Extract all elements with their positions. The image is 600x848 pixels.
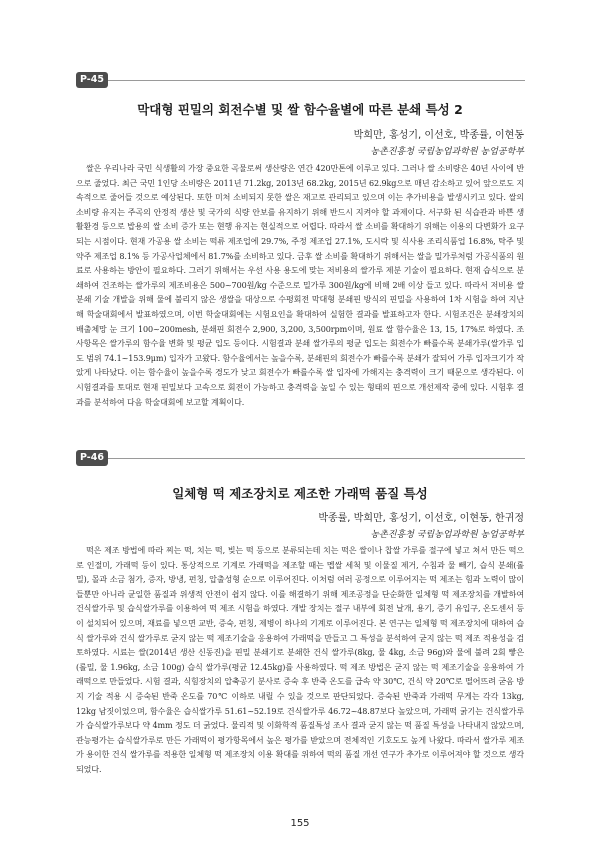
abstract-title: 일체형 떡 제조장치로 제조한 가래떡 품질 특성 xyxy=(172,486,428,501)
page-number: 155 xyxy=(290,818,310,829)
abstract-code-badge: P-46 xyxy=(76,450,108,466)
abstract-title: 막대형 핀밀의 회전수별 및 쌀 함수율별에 따른 분쇄 특성 2 xyxy=(137,102,463,117)
abstract-affiliation: 농촌진흥청 국립농업과학원 농업공학부 xyxy=(370,147,524,157)
abstract-body: 떡은 제조 방법에 따라 찌는 떡, 치는 떡, 빚는 떡 등으로 분류되는데 치는 떡은 쌀이나 찹쌀 가루를 절구에 넣고 쳐서 만든 떡으로 인절미, 가래떡 등이 있다. 통상적으로 기계로 가래떡을 제조할 때는 멥쌀 세척 및 이물질 제거, 수침과 물 빼기, 습식 분쇄(롤밀), 몰과 소금 첨가, 증자, 방냉, 펀칭, 압출성형 순으로 이루어진다. 이처럼 여러 공정으로 이루어지는 떡 제조는 힘과 노력이 많이 들뿐만 아니라 균일한 품질과 위생적 안전이 쉽지 않다. 이를 해결하기 위해 제조공정을 단순화한 일체형 떡 제조장치를 개발하여 건식쌀가루 및 습식쌀가루를 이용하여 떡 제조 시험을 하였다. 개발 장치는 절구 내부에 회전 날개, 용기, 증기 유입구, 온도센서 등이 설치되어 있으며, 재료를 넣으면 교반, 증숙, 펀칭, 제병이 하나의 기계로 이루어진다. 본 연구는 일체형 떡 제조장치에 대하여 습식 쌀가루와 건식 쌀가루로 굳지 않는 떡 제조기술을 응용하여 가래떡을 만들고 그 특성을 분석하여 굳지 않는 떡 제조 적용성을 검토하였다. 시료는 쌀(2014년 생산 신동진)을 핀밀 분쇄기로 분쇄한 건식 쌀가루(8kg, 물 4kg, 소금 96g)와 물에 불려 2회 빻은(롤밀, 물 1.96kg, 소금 100g) 습식 쌀가루(평균 12.45kg)를 사용하였다. 떡 제조 방법은 굳지 않는 떡 제조기술을 응용하여 가래떡으로 만들었다. 시험 결과, 식힘장치의 압축공기 분사로 증숙 후 반죽 온도를 급속 약 30℃, 건식 약 20℃로 떨어뜨려 굳음 방지 기술 적용 시 증숙된 반죽 온도를 70℃ 이하로 내릴 수 있을 것으로 판단되었다. 증숙된 반죽과 가래떡 무게는 각각 13kg, 12kg 남짓이었으며, 함수율은 습식쌀가루 51.61~52.19로 건식쌀가루 46.72~48.87보다 높았으며, 가래떡 굵기는 건식쌀가루가 습식쌀가루보다 약 4mm 정도 더 굵었다. 물리적 및 이화학적 품질특성 조사 결과 굳지 않는 떡 품질 특성을 나타내지 않았으며, 관능평가는 습식쌀가루로 만든 가래떡이 평가항목에서 높은 평가를 받았으며 전체적인 기호도도 높게 나왔다. 따라서 쌀가루 제조가 용이한 건식 쌀가루를 적용한 일체형 떡 제조장치 이용 확대를 위하여 떡의 품질 개선 연구가 추가로 이루어져야 할 것으로 생각되었다. xyxy=(76,546,524,774)
abstract-affiliation: 농촌진흥청 국립농업과학원 농업공학부 xyxy=(370,530,524,540)
abstract-authors: 박종률, 박희만, 홍성기, 이선호, 이현동, 한귀정 xyxy=(318,513,524,524)
abstract-code-badge: P-45 xyxy=(76,72,108,88)
abstract-body: 쌀은 우리나라 국민 식생활의 가장 중요한 곡물로써 생산량은 연간 420만톤에 이루고 있다. 그러나 쌀 소비량은 40년 사이에 반으로 줄었다. 최근 국민 1인당 소비량은 2011년 71.2kg, 2013년 68.2kg, 2015년 62.9kg으로 매년 감소하고 있어 앞으로도 지속적으로 줄어들 것으로 예상된다. 또한 미처 소비되지 못한 쌀은 재고로 관리되고 있으며 이는 추가비용을 발생시키고 있다. 쌀의 소비량 유지는 주곡의 안정적 생산 및 국가의 식량 안보를 유지하기 위해 반드시 지켜야 할 과제이다. 서구화 된 식습관과 바쁜 생활환경 등으로 밥용의 쌀 소비 증가 또는 현행 유지는 현실적으로 어렵다. 따라서 쌀 소비를 확대하기 위해는 이용의 다변화가 요구되는 시점이다. 현재 가공용 쌀 소비는 떡류 제조업에 29.7%, 주정 제조업 27.1%, 도시락 및 식사용 조리식품업 16.8%, 탁주 및 약주 제조업 8.1% 등 가공사업체에서 81.7%를 소비하고 있다. 금후 쌀 소비를 확대하기 위해서는 쌀을 밀가루처럼 가공식품의 원료로 사용하는 방안이 필요하다. 그러기 위해서는 우선 사용 용도에 맞는 저비용의 쌀가루 제분 기술이 필요하다. 현재 습식으로 분쇄하여 건조하는 쌀가루의 제조비용은 500~700원/kg 수준으로 밀가루 300원/kg에 비해 2배 이상 들고 있다. 따라서 저비용 쌀 분쇄 기술 개발을 위해 물에 불리지 않은 생쌀을 대상으로 수평회전 막대형 분쇄핀 방식의 핀밀을 사용하여 1차 시험을 하여 지난 해 학술대회에서 발표하였으며, 이번 학술대회에는 시험요인을 확대하여 실험한 결과를 발표하고자 한다. 시험조건은 분쇄장치의 배출체망 눈 크기 100~200mesh, 분쇄핀 회전수 2,900, 3,200, 3,500rpm이며, 원료 쌀 함수율은 13, 15, 17%로 하였다. 조사항목은 쌀가루의 함수율 변화 및 평균 입도 등이다. 시험결과 분쇄 쌀가루의 평균 입도는 회전수가 빠를수록 분쇄가루(쌀가루 입도 범위 74.1~153.9μm) 입자가 고왔다. 함수율에서는 높을수록, 분쇄핀의 회전수가 빠를수록 분쇄가 잘되어 가루 입자크기가 작았게 나타났다. 이는 함수율이 높을수록 경도가 낮고 회전수가 빠를수록 쌀 입자에 가해지는 충격력이 크기 때문으로 생각된다. 이 시험결과를 토대로 현재 핀밀보다 고속으로 회전이 가능하고 충격력을 높일 수 있는 형태의 핀으로 개선제작 중에 있다. 시험후 결과를 분석하여 다음 학술대회에 보고할 계획이다. xyxy=(76,164,524,407)
section-rule xyxy=(108,80,525,81)
section-rule xyxy=(108,458,525,459)
abstract-authors: 박희만, 홍성기, 이선호, 박종률, 이현동 xyxy=(353,130,524,141)
